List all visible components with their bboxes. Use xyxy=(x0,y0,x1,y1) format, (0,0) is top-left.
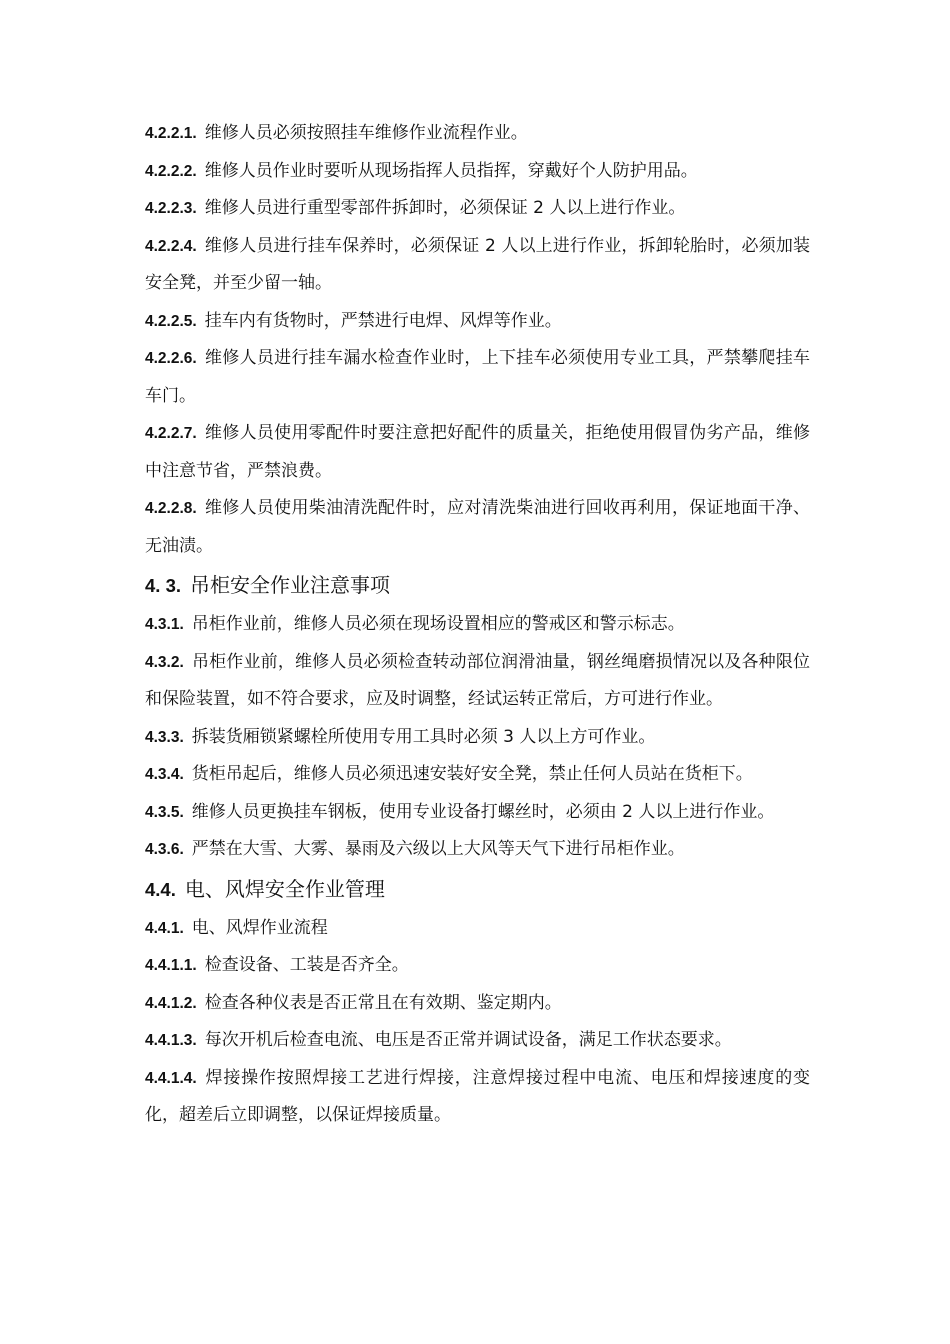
clause-item xyxy=(145,115,810,153)
clause-item xyxy=(145,756,810,794)
clause-item xyxy=(145,606,810,644)
clause-text: 每次开机后检查电流、电压是否正常并调试设备，满足工作状态要求。 xyxy=(204,1030,732,1050)
clause-item xyxy=(145,947,810,985)
clause-text: 维修人员使用柴油清洗配件时，应对清洗柴油进行回收再利用，保证地面干净、无油渍。 xyxy=(145,498,810,556)
clause-text: 焊接操作按照焊接工艺进行焊接，注意焊接过程中电流、电压和焊接速度的变化，超差后立即调整，以保证焊接质量。 xyxy=(145,1067,810,1125)
clause-item xyxy=(145,415,810,490)
clause-number: 4.2.2.3. xyxy=(145,200,197,217)
clause-text: 检查设备、工装是否齐全。 xyxy=(204,955,409,975)
clause-number: 4.3.6. xyxy=(145,841,184,858)
clause-item xyxy=(145,1060,810,1135)
clause-item xyxy=(145,340,810,415)
clause-number: 4.2.2.4. xyxy=(145,237,197,255)
clause-item xyxy=(145,719,810,757)
section-heading xyxy=(145,869,810,910)
clause-text: 电、风焊安全作业管理 xyxy=(184,876,385,901)
clause-text: 维修人员使用零配件时要注意把好配件的质量关，拒绝使用假冒伪劣产品，维修中注意节省，严禁浪费。 xyxy=(145,423,810,481)
clause-item xyxy=(145,228,810,303)
clause-text: 维修人员进行挂车漏水检查作业时，上下挂车必须使用专业工具，严禁攀爬挂车车门。 xyxy=(145,348,810,406)
clause-number: 4.4.1. xyxy=(145,919,184,937)
clause-item xyxy=(145,490,810,565)
clause-item xyxy=(145,910,810,948)
clause-number: 4.3.1. xyxy=(145,616,184,633)
clause-text: 拆装货厢锁紧螺栓所使用专用工具时必须 3 人以上方可作业。 xyxy=(191,726,656,747)
clause-text: 挂车内有货物时，严禁进行电焊、风焊等作业。 xyxy=(204,310,562,331)
clause-number: 4.2.2.7. xyxy=(145,425,197,442)
clause-number: 4.4.1.3. xyxy=(145,1032,197,1049)
clause-text: 吊柜作业前，维修人员必须在现场设置相应的警戒区和警示标志。 xyxy=(191,614,685,634)
section-heading xyxy=(145,565,810,606)
clause-item xyxy=(145,831,810,869)
clause-item xyxy=(145,1022,810,1060)
clause-number: 4.4.1.2. xyxy=(145,994,197,1012)
clause-number: 4.3.2. xyxy=(145,653,184,671)
clause-text: 严禁在大雪、大雾、暴雨及六级以上大风等天气下进行吊柜作业。 xyxy=(191,839,685,859)
clause-item xyxy=(145,303,810,341)
clause-text: 吊柜作业前，维修人员必须检查转动部位润滑油量，钢丝绳磨损情况以及各种限位和保险装置，如不符合要求，应及时调整，经试运转正常后，方可进行作业。 xyxy=(145,651,810,709)
clause-number: 4.4. xyxy=(145,878,176,900)
clause-number: 4.4.1.1. xyxy=(145,957,197,974)
clause-number: 4.2.2.5. xyxy=(145,312,197,330)
clause-number: 4.2.2.8. xyxy=(145,500,197,517)
clause-item xyxy=(145,153,810,191)
clause-item xyxy=(145,644,810,719)
clause-item xyxy=(145,794,810,832)
clause-number: 4.2.2.2. xyxy=(145,162,197,180)
clause-number: 4.2.2.1. xyxy=(145,125,197,142)
clause-number: 4.3.4. xyxy=(145,766,184,783)
document-body xyxy=(145,115,810,1135)
clause-number: 4.2.2.6. xyxy=(145,350,197,367)
clause-number: 4.3.5. xyxy=(145,803,184,821)
clause-item xyxy=(145,190,810,228)
clause-item xyxy=(145,985,810,1023)
clause-text: 检查各种仪表是否正常且在有效期、鉴定期内。 xyxy=(204,992,562,1013)
clause-number: 4.3.3. xyxy=(145,728,184,746)
clause-text: 维修人员作业时要听从现场指挥人员指挥，穿戴好个人防护用品。 xyxy=(204,160,698,181)
clause-number: 4.4.1.4. xyxy=(145,1069,197,1087)
clause-text: 货柜吊起后，维修人员必须迅速安装好安全凳，禁止任何人员站在货柜下。 xyxy=(191,764,753,784)
clause-text: 维修人员必须按照挂车维修作业流程作业。 xyxy=(204,123,528,143)
clause-number: 4. 3. xyxy=(145,575,181,596)
clause-text: 维修人员进行挂车保养时，必须保证 2 人以上进行作业，拆卸轮胎时，必须加装安全凳，并至少留一轴。 xyxy=(145,235,810,293)
clause-text: 维修人员进行重型零部件拆卸时，必须保证 2 人以上进行作业。 xyxy=(204,198,686,218)
clause-text: 吊柜安全作业注意事项 xyxy=(190,573,390,597)
clause-text: 维修人员更换挂车钢板，使用专业设备打螺丝时，必须由 2 人以上进行作业。 xyxy=(191,801,775,822)
clause-text: 电、风焊作业流程 xyxy=(191,917,328,938)
